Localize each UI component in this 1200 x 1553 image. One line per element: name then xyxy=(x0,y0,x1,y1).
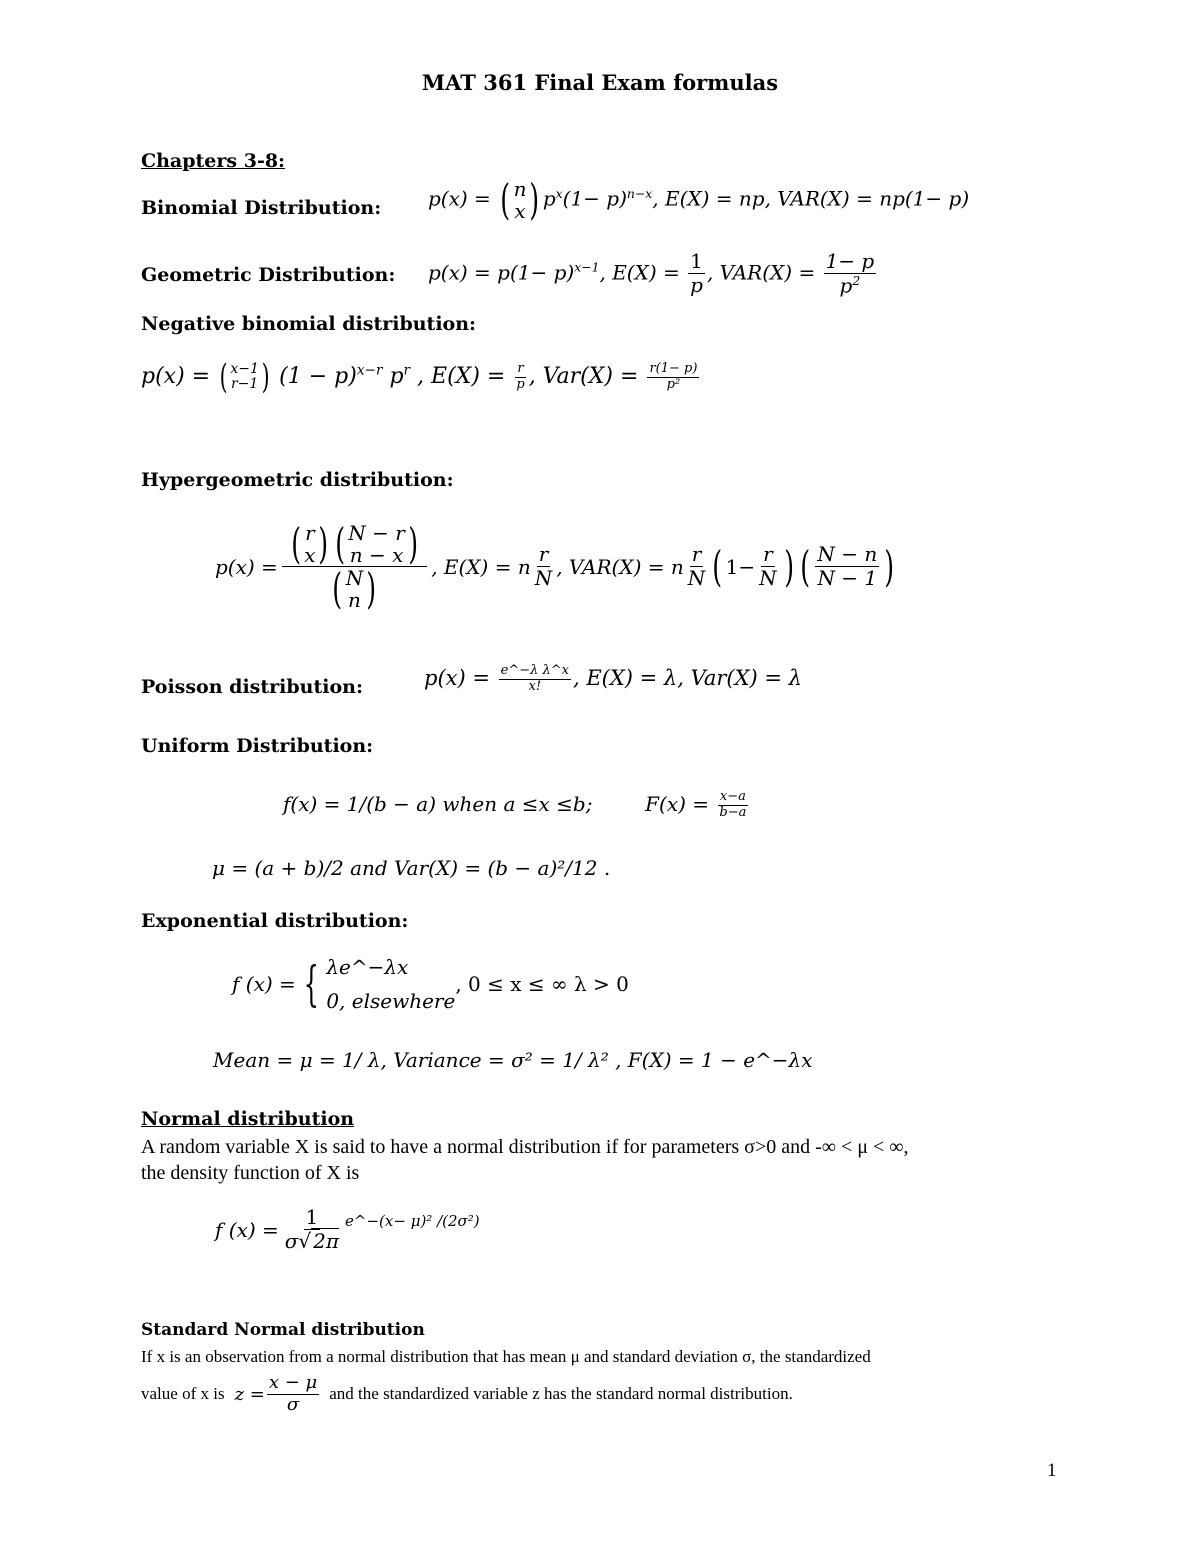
standard-z: z = xyxy=(234,1383,265,1405)
geometric-ex-label: , E(X) = xyxy=(599,260,680,285)
hyper-var-factor2: ( 1− $\frac{r}{N}$ ) xyxy=(712,541,794,591)
exponential-lhs: f (x) = xyxy=(232,972,296,996)
uniform-cdf-fraction: $\frac{x-a}{b-a}$ xyxy=(719,789,747,820)
hyper-var-label: , VAR(X) = n xyxy=(556,554,684,579)
poisson-label: Poisson distribution: xyxy=(141,676,363,698)
standard-text-line1: If x is an observation from a normal distribution that has mean μ and standard deviation σ, the standardized xyxy=(141,1347,871,1366)
geometric-var-fraction: $\frac{1- p}{p^2}$ xyxy=(825,249,875,298)
geometric-exp: x−1 xyxy=(574,259,600,275)
poisson-lhs: p(x) = xyxy=(424,665,490,690)
standard-pre: value of x is xyxy=(141,1384,225,1404)
binomial-lhs: p(x) = xyxy=(428,186,491,211)
standard-text-line2 xyxy=(141,1373,793,1415)
binom-top: n xyxy=(513,177,527,201)
negbinom-exp2: r xyxy=(403,362,411,379)
negbinom-var-label: , Var(X) = xyxy=(528,364,639,389)
binomial-exp2: n−x xyxy=(626,185,653,201)
binomial-formula xyxy=(428,175,970,224)
standard-heading: Standard Normal distribution xyxy=(141,1320,425,1340)
hyper-formula xyxy=(215,519,898,613)
uniform-label: Uniform Distribution: xyxy=(141,735,374,757)
geometric-pmf: p(x) = p(1− p) xyxy=(428,260,575,285)
uniform-moments: μ = (a + b)/2 and Var(X) = (b − a)²/12 . xyxy=(212,856,611,880)
uniform-cdf-label: F(x) = xyxy=(645,791,710,816)
binomial-label: Binomial Distribution: xyxy=(141,197,382,219)
binomial-coefficient: ( n x ) xyxy=(500,175,540,224)
normal-text-line1: A random variable X is said to have a normal distribution if for parameters σ>0 and -∞ < μ < ∞, xyxy=(141,1136,909,1158)
geometric-label: Geometric Distribution: xyxy=(141,264,396,286)
chapters-heading: Chapters 3-8: xyxy=(141,150,286,172)
poisson-formula xyxy=(424,664,802,695)
binom-bottom: x xyxy=(514,199,526,223)
hyper-mean-fraction: $\frac{r}{N}$ xyxy=(534,542,553,590)
exponential-moments: Mean = μ = 1/ λ, Variance = σ² = 1/ λ² , F(X) = 1 − e^−λx xyxy=(213,1048,813,1072)
exponential-formula xyxy=(232,950,629,1018)
negbinom-ex-label: , E(X) = xyxy=(410,364,506,389)
page-title: MAT 361 Final Exam formulas xyxy=(421,70,779,95)
hyper-ex-label: , E(X) = n xyxy=(431,554,531,579)
hyper-label: Hypergeometric distribution: xyxy=(141,469,454,491)
geometric-formula xyxy=(428,250,878,298)
negbinom-coefficient: ( x−1 r−1 ) xyxy=(219,357,270,397)
normal-exponential: e^−(x− μ)² /(2σ²) xyxy=(345,1211,480,1230)
exponential-case2: 0, elsewhere xyxy=(326,989,456,1013)
negbinom-formula xyxy=(141,357,701,397)
negbinom-var-fraction: $\frac{r(1- p)}{\text{p²}}$ xyxy=(649,360,698,392)
poisson-pmf-fraction: $\frac{\text{e\textasciicircum{}−λ λ\textasciicircum{}x}}{x!}$ xyxy=(500,663,569,694)
normal-density-fraction: $\frac{1}{\sigma√ 2\pi}$ xyxy=(284,1205,340,1253)
negbinom-lhs: p(x) = xyxy=(141,364,211,389)
page-number: 1 xyxy=(1047,1460,1057,1481)
binomial-moments: , E(X) = np, VAR(X) = np(1− p) xyxy=(652,186,970,211)
normal-heading: Normal distribution xyxy=(141,1108,355,1130)
binomial-p: p xyxy=(542,186,556,211)
exponential-label: Exponential distribution: xyxy=(141,910,409,932)
binom-bottom: r−1 xyxy=(230,376,259,392)
standard-z-fraction: $\frac{x - \mu}{\sigma}$ xyxy=(268,1372,318,1415)
exponential-range: , 0 ≤ x ≤ ∞ λ > 0 xyxy=(455,972,629,996)
exponential-case1: λe^−λx xyxy=(326,955,409,979)
hyper-var-factor3: ( $\frac{N - n}{N - 1}$ ) xyxy=(800,541,895,591)
negbinom-q: (1 − p) xyxy=(279,364,357,389)
hyper-lhs: p(x) = xyxy=(215,554,278,579)
binomial-exp1: x xyxy=(555,185,563,201)
normal-text-line2: the density function of X is xyxy=(141,1162,360,1184)
binomial-q: (1− p) xyxy=(562,186,627,211)
negbinom-label: Negative binomial distribution: xyxy=(141,313,477,335)
normal-lhs: f (x) = xyxy=(215,1217,279,1242)
poisson-moments: , E(X) = λ, Var(X) = λ xyxy=(572,665,802,690)
geometric-var-label: , VAR(X) = xyxy=(706,260,816,285)
negbinom-p: p xyxy=(382,364,404,389)
negbinom-exp1: x−r xyxy=(356,362,383,379)
binom-top: x−1 xyxy=(230,360,259,377)
hyper-var-fraction1: $\frac{r}{N}$ xyxy=(687,542,706,590)
standard-post: and the standardized variable z has the standard normal distribution. xyxy=(329,1384,793,1404)
hyper-pmf-fraction: ( r x ) ( N − r n − x ) ( N n ) xyxy=(282,522,427,611)
uniform-pdf: f(x) = 1/(b − a) when a ≤x ≤b; xyxy=(283,791,593,816)
negbinom-mean-fraction: $\frac{r}{p}$ xyxy=(516,360,525,392)
brace-icon: { xyxy=(303,956,319,1012)
normal-density-formula xyxy=(215,1206,480,1253)
uniform-formula xyxy=(283,790,750,821)
geometric-mean-fraction: $\frac{1}{p}$ xyxy=(690,249,703,298)
